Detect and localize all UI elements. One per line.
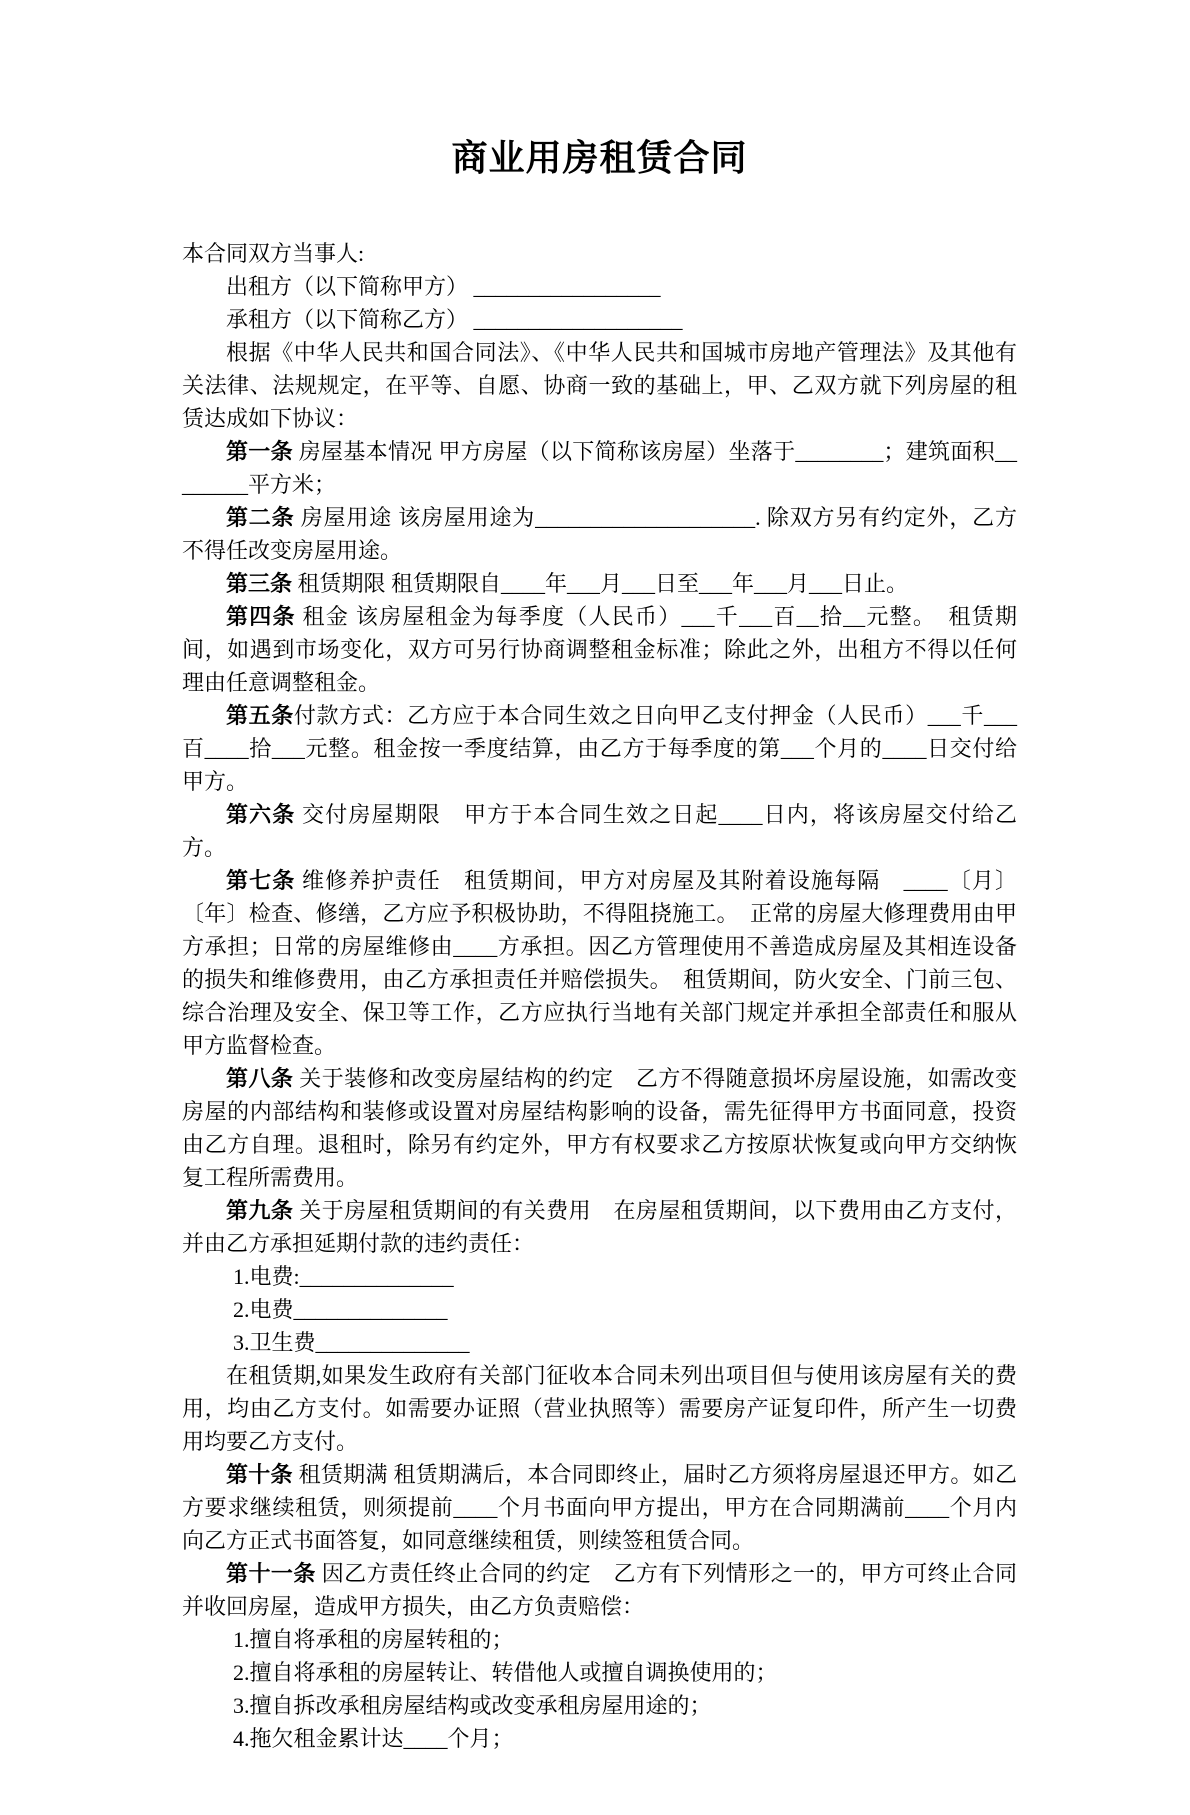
text-run: 因乙方责任终止合同的约定 乙方有下列情形之一的，甲方可终止合同并收回房屋，造成甲方损失，由乙方负责赔偿： — [182, 1561, 1017, 1619]
text-run: 关于装修和改变房屋结构的约定 乙方不得随意损坏房屋设施，如需改变房屋的内部结构和装修或设置对房屋结构影响的设备，需先征得甲方书面同意，投资由乙方自理。退租时，除另有约定外，甲方有权要求乙方按原状恢复或向甲方交纳恢复工程所需费用。 — [182, 1066, 1017, 1190]
text-run: 付款方式：乙方应于本合同生效之日向甲乙支付押金（人民币）___千___百____拾___元整。租金按一季度结算，由乙方于每季度的第___个月的____日交付给甲方。 — [182, 703, 1017, 794]
clause-7 — [182, 864, 1017, 1062]
clause-label: 第十条 — [226, 1462, 293, 1487]
text-run: 租金 该房屋租金为每季度（人民币）___千___百__拾__元整。 租赁期间，如遇到市场变化，双方可另行协商调整租金标准；除此之外，出租方不得以任何理由任意调整租金。 — [182, 604, 1017, 695]
clause-label: 第二条 — [226, 505, 295, 530]
parties-intro — [182, 237, 1017, 270]
clause-label: 第八条 — [226, 1066, 294, 1091]
breach-item-2 — [182, 1656, 1017, 1689]
text-run: 本合同双方当事人: — [182, 241, 365, 266]
text-run: 1.擅自将承租的房屋转租的； — [233, 1627, 514, 1652]
text-run: 2.电费______________ — [233, 1297, 448, 1322]
clause-11 — [182, 1557, 1017, 1623]
text-run: 4.拖欠租金累计达____个月； — [233, 1726, 514, 1751]
document-title: 商业用房租赁合同 — [451, 138, 748, 178]
legal-basis — [182, 336, 1017, 435]
clause-label: 第七条 — [226, 868, 296, 893]
clause-10 — [182, 1458, 1017, 1557]
fee-item-3 — [182, 1326, 1017, 1359]
clause-label: 第九条 — [226, 1198, 294, 1223]
fee-item-2 — [182, 1293, 1017, 1326]
clause-label: 第五条 — [226, 703, 294, 728]
extra-fees-note — [182, 1359, 1017, 1458]
text-run: 在租赁期,如果发生政府有关部门征收本合同未列出项目但与使用该房屋有关的费用，均由乙方支付。如需要办证照（营业执照等）需要房产证复印件，所产生一切费用均要乙方支付。 — [182, 1363, 1017, 1454]
text-run: 关于房屋租赁期间的有关费用 在房屋租赁期间，以下费用由乙方支付，并由乙方承担延期付款的违约责任： — [182, 1198, 1017, 1256]
text-run: 3.擅自拆改承租房屋结构或改变承租房屋用途的； — [233, 1693, 712, 1718]
breach-item-3 — [182, 1689, 1017, 1722]
text-run: 维修养护责任 租赁期间，甲方对房屋及其附着设施每隔 ____〔月〕〔年〕检查、修缮，乙方应予积极协助，不得阻挠施工。 正常的房屋大修理费用由甲方承担；日常的房屋维修由____方承担。因乙方管理使用不善造成房屋及其相连设备的损失和维修费用，由乙方承担责任并赔偿损失。 租赁期间，防火安全、门前三包、综合治理及安全、保卫等工作，乙方应执行当地有关部门规定并承担全部责任和服从甲方监督检查。 — [182, 868, 1017, 1058]
text-run: 3.卫生费______________ — [233, 1330, 470, 1355]
clause-4 — [182, 600, 1017, 699]
text-run: 交付房屋期限 甲方于本合同生效之日起____日内，将该房屋交付给乙方。 — [182, 802, 1017, 860]
text-run: 租赁期限 租赁期限自____年___月___日至___年___月___日止。 — [292, 571, 909, 596]
document-body — [182, 237, 1017, 1755]
text-run: 房屋基本情况 甲方房屋（以下简称该房屋）坐落于________；建筑面积________平方米； — [182, 439, 1017, 497]
clause-3 — [182, 567, 1017, 600]
clause-6 — [182, 798, 1017, 864]
text-run: 1.电费:______________ — [233, 1264, 454, 1289]
text-run: 房屋用途 该房屋用途为____________________. 除双方另有约定外，乙方不得任改变房屋用途。 — [182, 505, 1017, 563]
breach-item-4 — [182, 1722, 1017, 1755]
clause-label: 第四条 — [226, 604, 296, 629]
clause-label: 第十一条 — [226, 1561, 316, 1586]
clause-8 — [182, 1062, 1017, 1194]
text-run: 根据《中华人民共和国合同法》、《中华人民共和国城市房地产管理法》及其他有关法律、法规规定，在平等、自愿、协商一致的基础上，甲、乙双方就下列房屋的租赁达成如下协议： — [182, 340, 1017, 431]
text-run: 租赁期满 租赁期满后，本合同即终止，届时乙方须将房屋退还甲方。如乙方要求继续租赁，则须提前____个月书面向甲方提出，甲方在合同期满前____个月内向乙方正式书面答复，如同意继续租赁，则续签租赁合同。 — [182, 1462, 1017, 1553]
clause-label: 第三条 — [226, 571, 293, 596]
clause-label: 第六条 — [226, 802, 296, 827]
clause-2 — [182, 501, 1017, 567]
text-run: 承租方（以下简称乙方） ___________________ — [226, 307, 683, 332]
breach-item-1 — [182, 1623, 1017, 1656]
clause-5 — [182, 699, 1017, 798]
lessor-line — [182, 270, 1017, 303]
lessee-line — [182, 303, 1017, 336]
clause-1 — [182, 435, 1017, 501]
clause-label: 第一条 — [226, 439, 293, 464]
fee-item-1 — [182, 1260, 1017, 1293]
text-run: 2.擅自将承租的房屋转让、转借他人或擅自调换使用的； — [233, 1660, 778, 1685]
text-run: 出租方（以下简称甲方） _________________ — [226, 274, 661, 299]
clause-9 — [182, 1194, 1017, 1260]
